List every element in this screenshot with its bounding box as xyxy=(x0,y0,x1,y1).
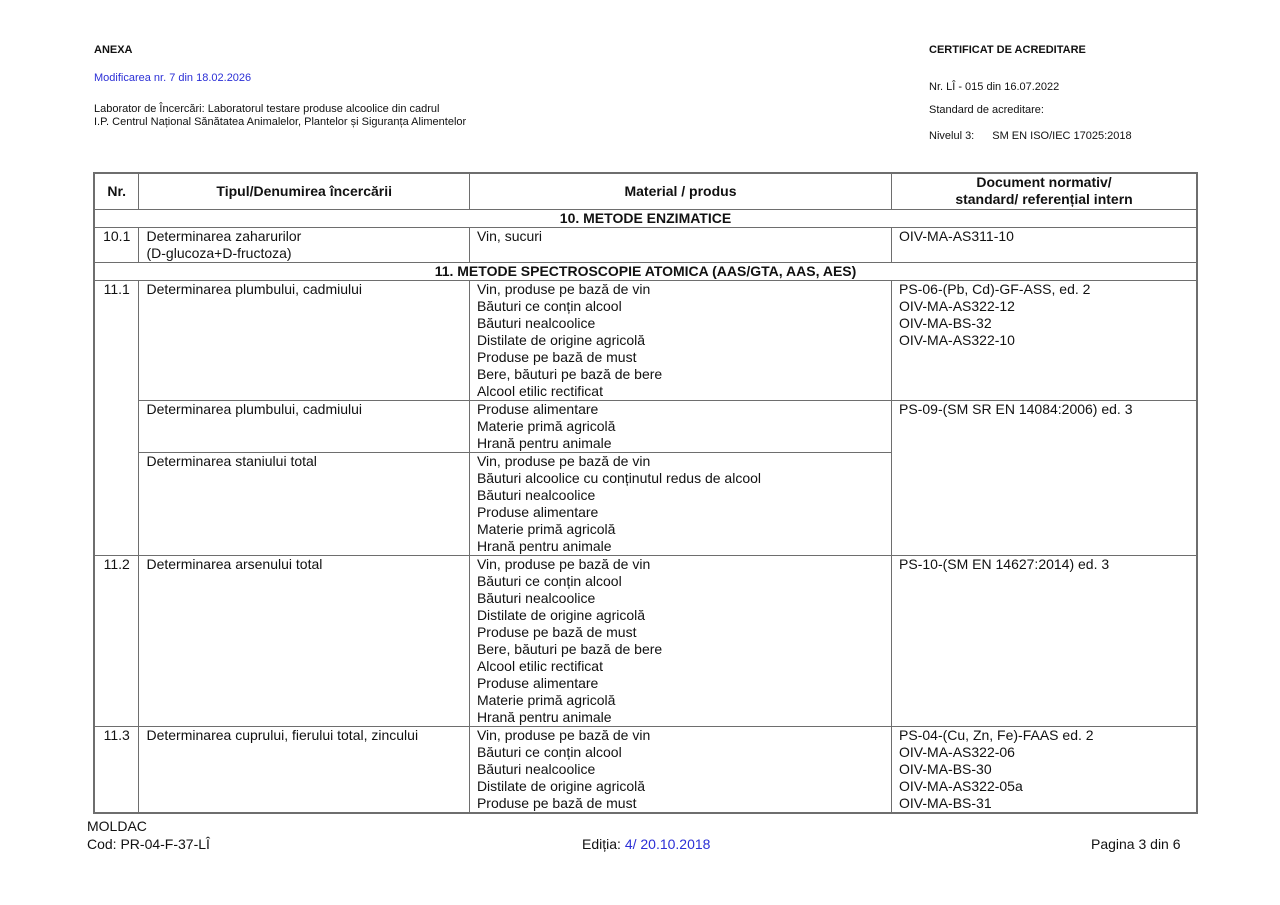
footer-edition xyxy=(582,836,710,852)
test-line: Determinarea cuprului, fierului total, zincului xyxy=(146,726,419,743)
row-test xyxy=(139,452,469,555)
column-header-material: Material / produs xyxy=(469,173,891,209)
row-documents xyxy=(892,555,1197,726)
row-test xyxy=(139,726,469,813)
material-item: Băuturi nealcoolice xyxy=(476,589,596,606)
column-header-document xyxy=(892,173,1197,209)
test-line: Determinarea plumbului, cadmiului xyxy=(146,400,363,417)
section-row xyxy=(94,262,1197,280)
material-item: Băuturi ce conțin alcool xyxy=(476,743,622,760)
material-item: Bere, băuturi pe bază de bere xyxy=(476,640,663,657)
material-item: Vin, produse pe bază de vin xyxy=(476,452,651,469)
footer-organization: MOLDAC xyxy=(87,818,147,834)
laboratory-line-1: Laborator de Încercări: Laboratorul testare produse alcoolice din cadrul xyxy=(94,103,440,115)
row-materials xyxy=(469,452,891,555)
level-value: SM EN ISO/IEC 17025:2018 xyxy=(992,130,1132,142)
row-materials xyxy=(469,400,891,452)
material-item: Produse alimentare xyxy=(476,400,599,417)
table-row xyxy=(94,280,1197,400)
level-label: Nivelul 3: xyxy=(929,130,975,142)
material-item: Alcool etilic rectificat xyxy=(476,382,603,399)
material-item: Produse alimentare xyxy=(476,674,599,691)
material-item: Vin, sucuri xyxy=(476,227,543,244)
material-item: Hrană pentru animale xyxy=(476,708,612,725)
document-item: PS-06-(Pb, Cd)-GF-ASS, ed. 2 xyxy=(899,280,1091,297)
modification-note: Modificarea nr. 7 din 18.02.2026 xyxy=(94,72,252,84)
row-nr: 11.3 xyxy=(94,726,139,813)
accreditation-level xyxy=(929,130,1132,142)
annex-title: ANEXA xyxy=(94,44,133,56)
standard-label: Standard de acreditare: xyxy=(929,104,1044,116)
row-test xyxy=(139,400,469,452)
column-header-document-line-2: standard/ referențial intern xyxy=(955,191,1133,208)
row-documents xyxy=(892,726,1197,813)
material-item: Băuturi ce conțin alcool xyxy=(476,572,622,589)
row-test xyxy=(139,280,469,400)
material-item: Produse pe bază de must xyxy=(476,794,637,811)
document-item: OIV-MA-AS322-12 xyxy=(899,297,1015,314)
row-materials xyxy=(469,726,891,813)
document-item: OIV-MA-BS-30 xyxy=(899,760,992,777)
document-item: OIV-MA-AS311-10 xyxy=(899,227,1014,244)
row-nr: 10.1 xyxy=(94,227,139,262)
material-item: Alcool etilic rectificat xyxy=(476,657,603,674)
document-item: OIV-MA-BS-32 xyxy=(899,314,992,331)
document-item: PS-09-(SM SR EN 14084:2006) ed. 3 xyxy=(899,400,1133,417)
document-item: PS-04-(Cu, Zn, Fe)-FAAS ed. 2 xyxy=(899,726,1094,743)
row-documents xyxy=(892,227,1197,262)
material-item: Produse pe bază de must xyxy=(476,623,637,640)
material-item: Vin, produse pe bază de vin xyxy=(476,280,651,297)
row-documents xyxy=(892,280,1197,400)
material-item: Băuturi nealcoolice xyxy=(476,314,596,331)
material-item: Băuturi nealcoolice xyxy=(476,760,596,777)
row-documents xyxy=(892,400,1197,555)
table-row xyxy=(94,400,1197,452)
material-item: Materie primă agricolă xyxy=(476,417,616,434)
laboratory-line-2: I.P. Centrul Național Sănătatea Animalelor, Plantelor și Siguranța Alimentelor xyxy=(94,116,467,128)
row-materials xyxy=(469,280,891,400)
column-header-test: Tipul/Denumirea încercării xyxy=(139,173,469,209)
footer-code: Cod: PR-04-F-37-LÎ xyxy=(87,836,210,852)
document-item: OIV-MA-AS322-06 xyxy=(899,743,1015,760)
material-item: Băuturi alcoolice cu conținutul redus de alcool xyxy=(476,469,761,486)
row-nr: 11.1 xyxy=(94,280,139,555)
row-test xyxy=(139,555,469,726)
material-item: Produse alimentare xyxy=(476,503,599,520)
material-item: Produse pe bază de must xyxy=(476,348,637,365)
material-item: Materie primă agricolă xyxy=(476,691,616,708)
material-item: Hrană pentru animale xyxy=(476,537,612,554)
test-line: Determinarea zaharurilor xyxy=(146,227,302,244)
document-item: OIV-MA-AS322-10 xyxy=(899,331,1015,348)
material-item: Băuturi ce conțin alcool xyxy=(476,297,622,314)
edition-label: Ediția: xyxy=(582,836,621,852)
material-item: Bere, băuturi pe bază de bere xyxy=(476,365,663,382)
laboratory-name xyxy=(94,103,466,129)
document-item: OIV-MA-AS322-05a xyxy=(899,777,1023,794)
column-header-document-line-1: Document normativ/ xyxy=(976,174,1112,191)
section-title: 11. METODE SPECTROSCOPIE ATOMICA (AAS/GTA, AAS, AES) xyxy=(94,262,1197,280)
table-row xyxy=(94,227,1197,262)
row-materials xyxy=(469,555,891,726)
section-row xyxy=(94,209,1197,227)
material-item: Distilate de origine agricolă xyxy=(476,331,646,348)
test-line: Determinarea staniului total xyxy=(146,452,317,469)
table-header-row xyxy=(94,173,1197,209)
section-title: 10. METODE ENZIMATICE xyxy=(94,209,1197,227)
material-item: Distilate de origine agricolă xyxy=(476,606,646,623)
material-item: Materie primă agricolă xyxy=(476,520,616,537)
certificate-title: CERTIFICAT DE ACREDITARE xyxy=(929,44,1086,56)
material-item: Vin, produse pe bază de vin xyxy=(476,726,651,743)
row-nr: 11.2 xyxy=(94,555,139,726)
table-row xyxy=(94,555,1197,726)
row-test xyxy=(139,227,469,262)
material-item: Distilate de origine agricolă xyxy=(476,777,646,794)
document-item: OIV-MA-BS-31 xyxy=(899,794,992,811)
accreditation-scope-table xyxy=(93,172,1198,814)
page-number: Pagina 3 din 6 xyxy=(1091,836,1181,852)
material-item: Hrană pentru animale xyxy=(476,434,612,451)
table-row xyxy=(94,726,1197,813)
document-item: PS-10-(SM EN 14627:2014) ed. 3 xyxy=(899,555,1110,572)
certificate-number: Nr. LÎ - 015 din 16.07.2022 xyxy=(929,81,1060,93)
material-item: Vin, produse pe bază de vin xyxy=(476,555,651,572)
test-line: (D-glucoza+D-fructoza) xyxy=(146,244,292,261)
edition-value: 4/ 20.10.2018 xyxy=(624,836,711,852)
test-line: Determinarea arsenului total xyxy=(146,555,323,572)
row-materials xyxy=(469,227,891,262)
test-line: Determinarea plumbului, cadmiului xyxy=(146,280,363,297)
column-header-nr: Nr. xyxy=(94,173,139,209)
material-item: Băuturi nealcoolice xyxy=(476,486,596,503)
